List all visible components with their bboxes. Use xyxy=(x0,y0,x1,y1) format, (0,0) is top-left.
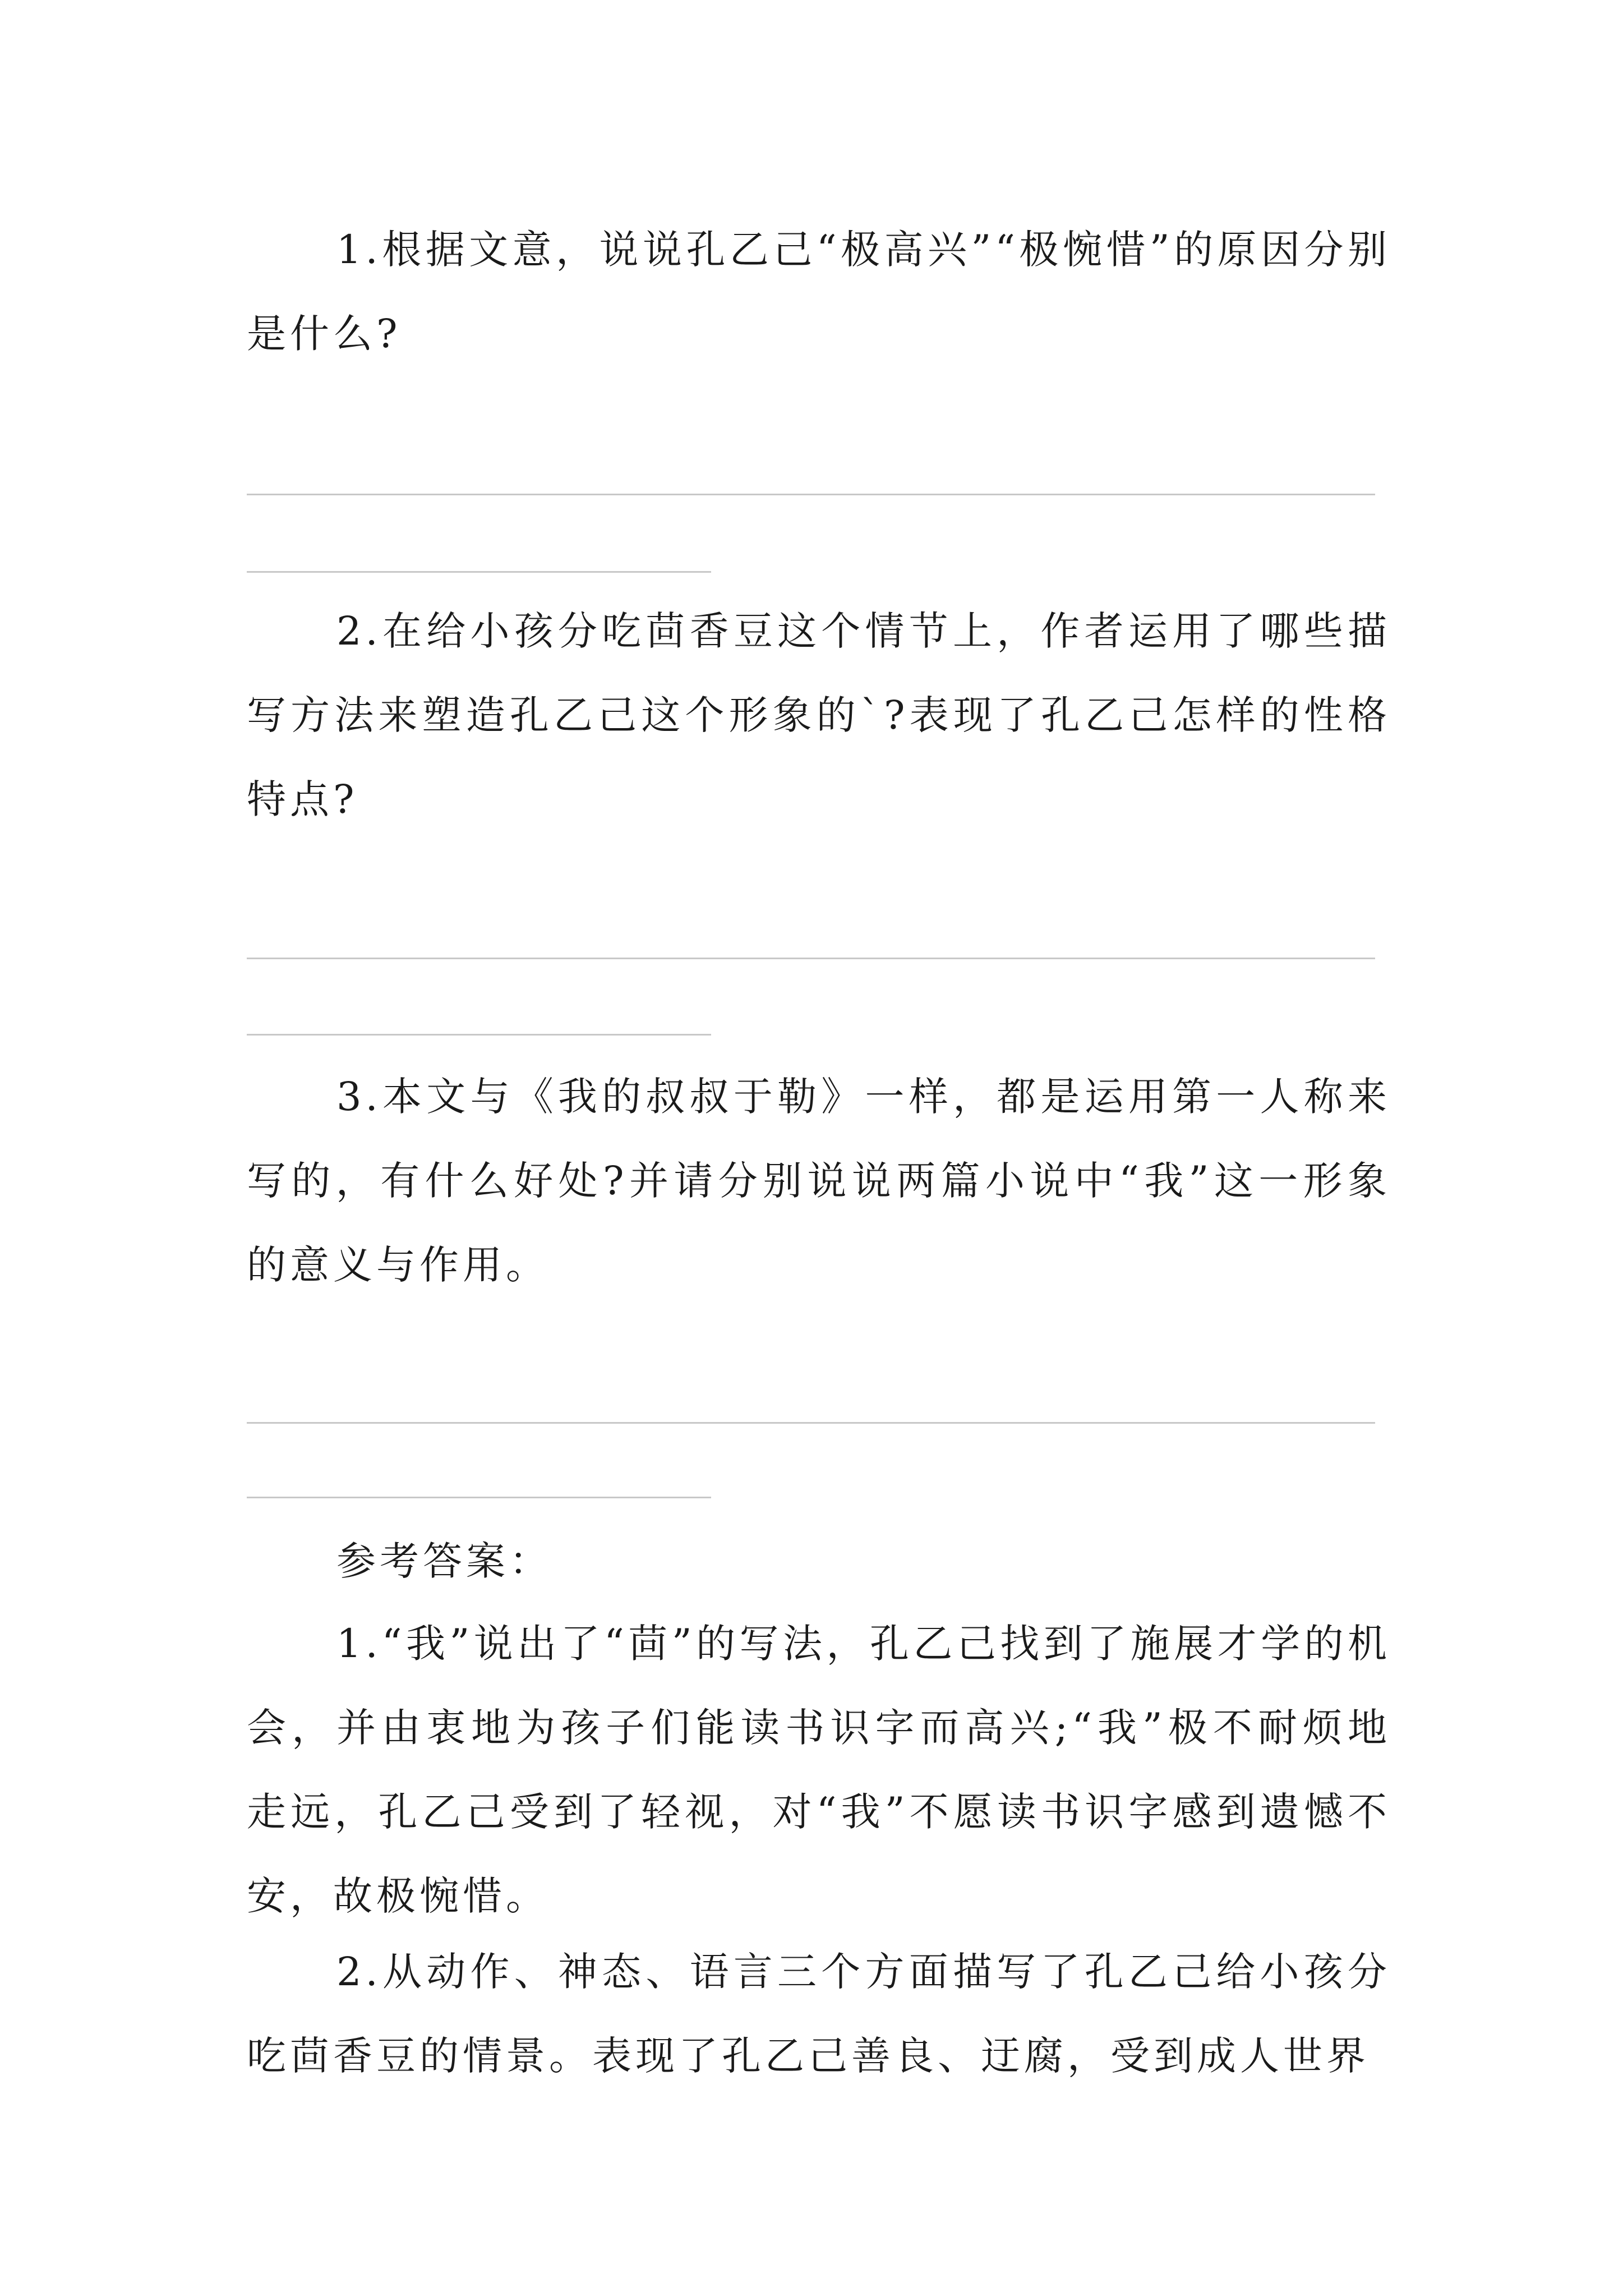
question-2: 2.在给小孩分吃茴香豆这个情节上，作者运用了哪些描写方法来塑造孔乙己这个形象的`?表现了孔乙己怎样的性格特点? xyxy=(247,608,1391,822)
answer-line-3b xyxy=(247,1497,711,1498)
answer-line-3a xyxy=(247,1422,1375,1424)
answer-line-1a xyxy=(247,494,1375,495)
answer-line-1b xyxy=(247,571,711,573)
answer-1: 1.“我”说出了“茴”的写法，孔乙己找到了施展才学的机会，并由衷地为孩子们能读书识字而高兴;“我”极不耐烦地走远，孔乙己受到了轻视，对“我”不愿读书识字感到遗憾不安，故极惋惜。 xyxy=(247,1621,1391,1919)
question-1: 1.根据文意，说说孔乙己“极高兴”“极惋惜”的原因分别是什么? xyxy=(247,227,1391,357)
question-3: 3.本文与《我的叔叔于勒》一样，都是运用第一人称来写的，有什么好处?并请分别说说两篇小说中“我”这一形象的意义与作用。 xyxy=(247,1074,1391,1288)
answer-line-2b xyxy=(247,1034,711,1036)
answers-heading: 参考答案： xyxy=(336,1538,552,1584)
answer-2: 2.从动作、神态、语言三个方面描写了孔乙己给小孩分吃茴香豆的情景。表现了孔乙己善良、迂腐，受到成人世界 xyxy=(247,1949,1391,2079)
answer-line-2a xyxy=(247,958,1375,959)
